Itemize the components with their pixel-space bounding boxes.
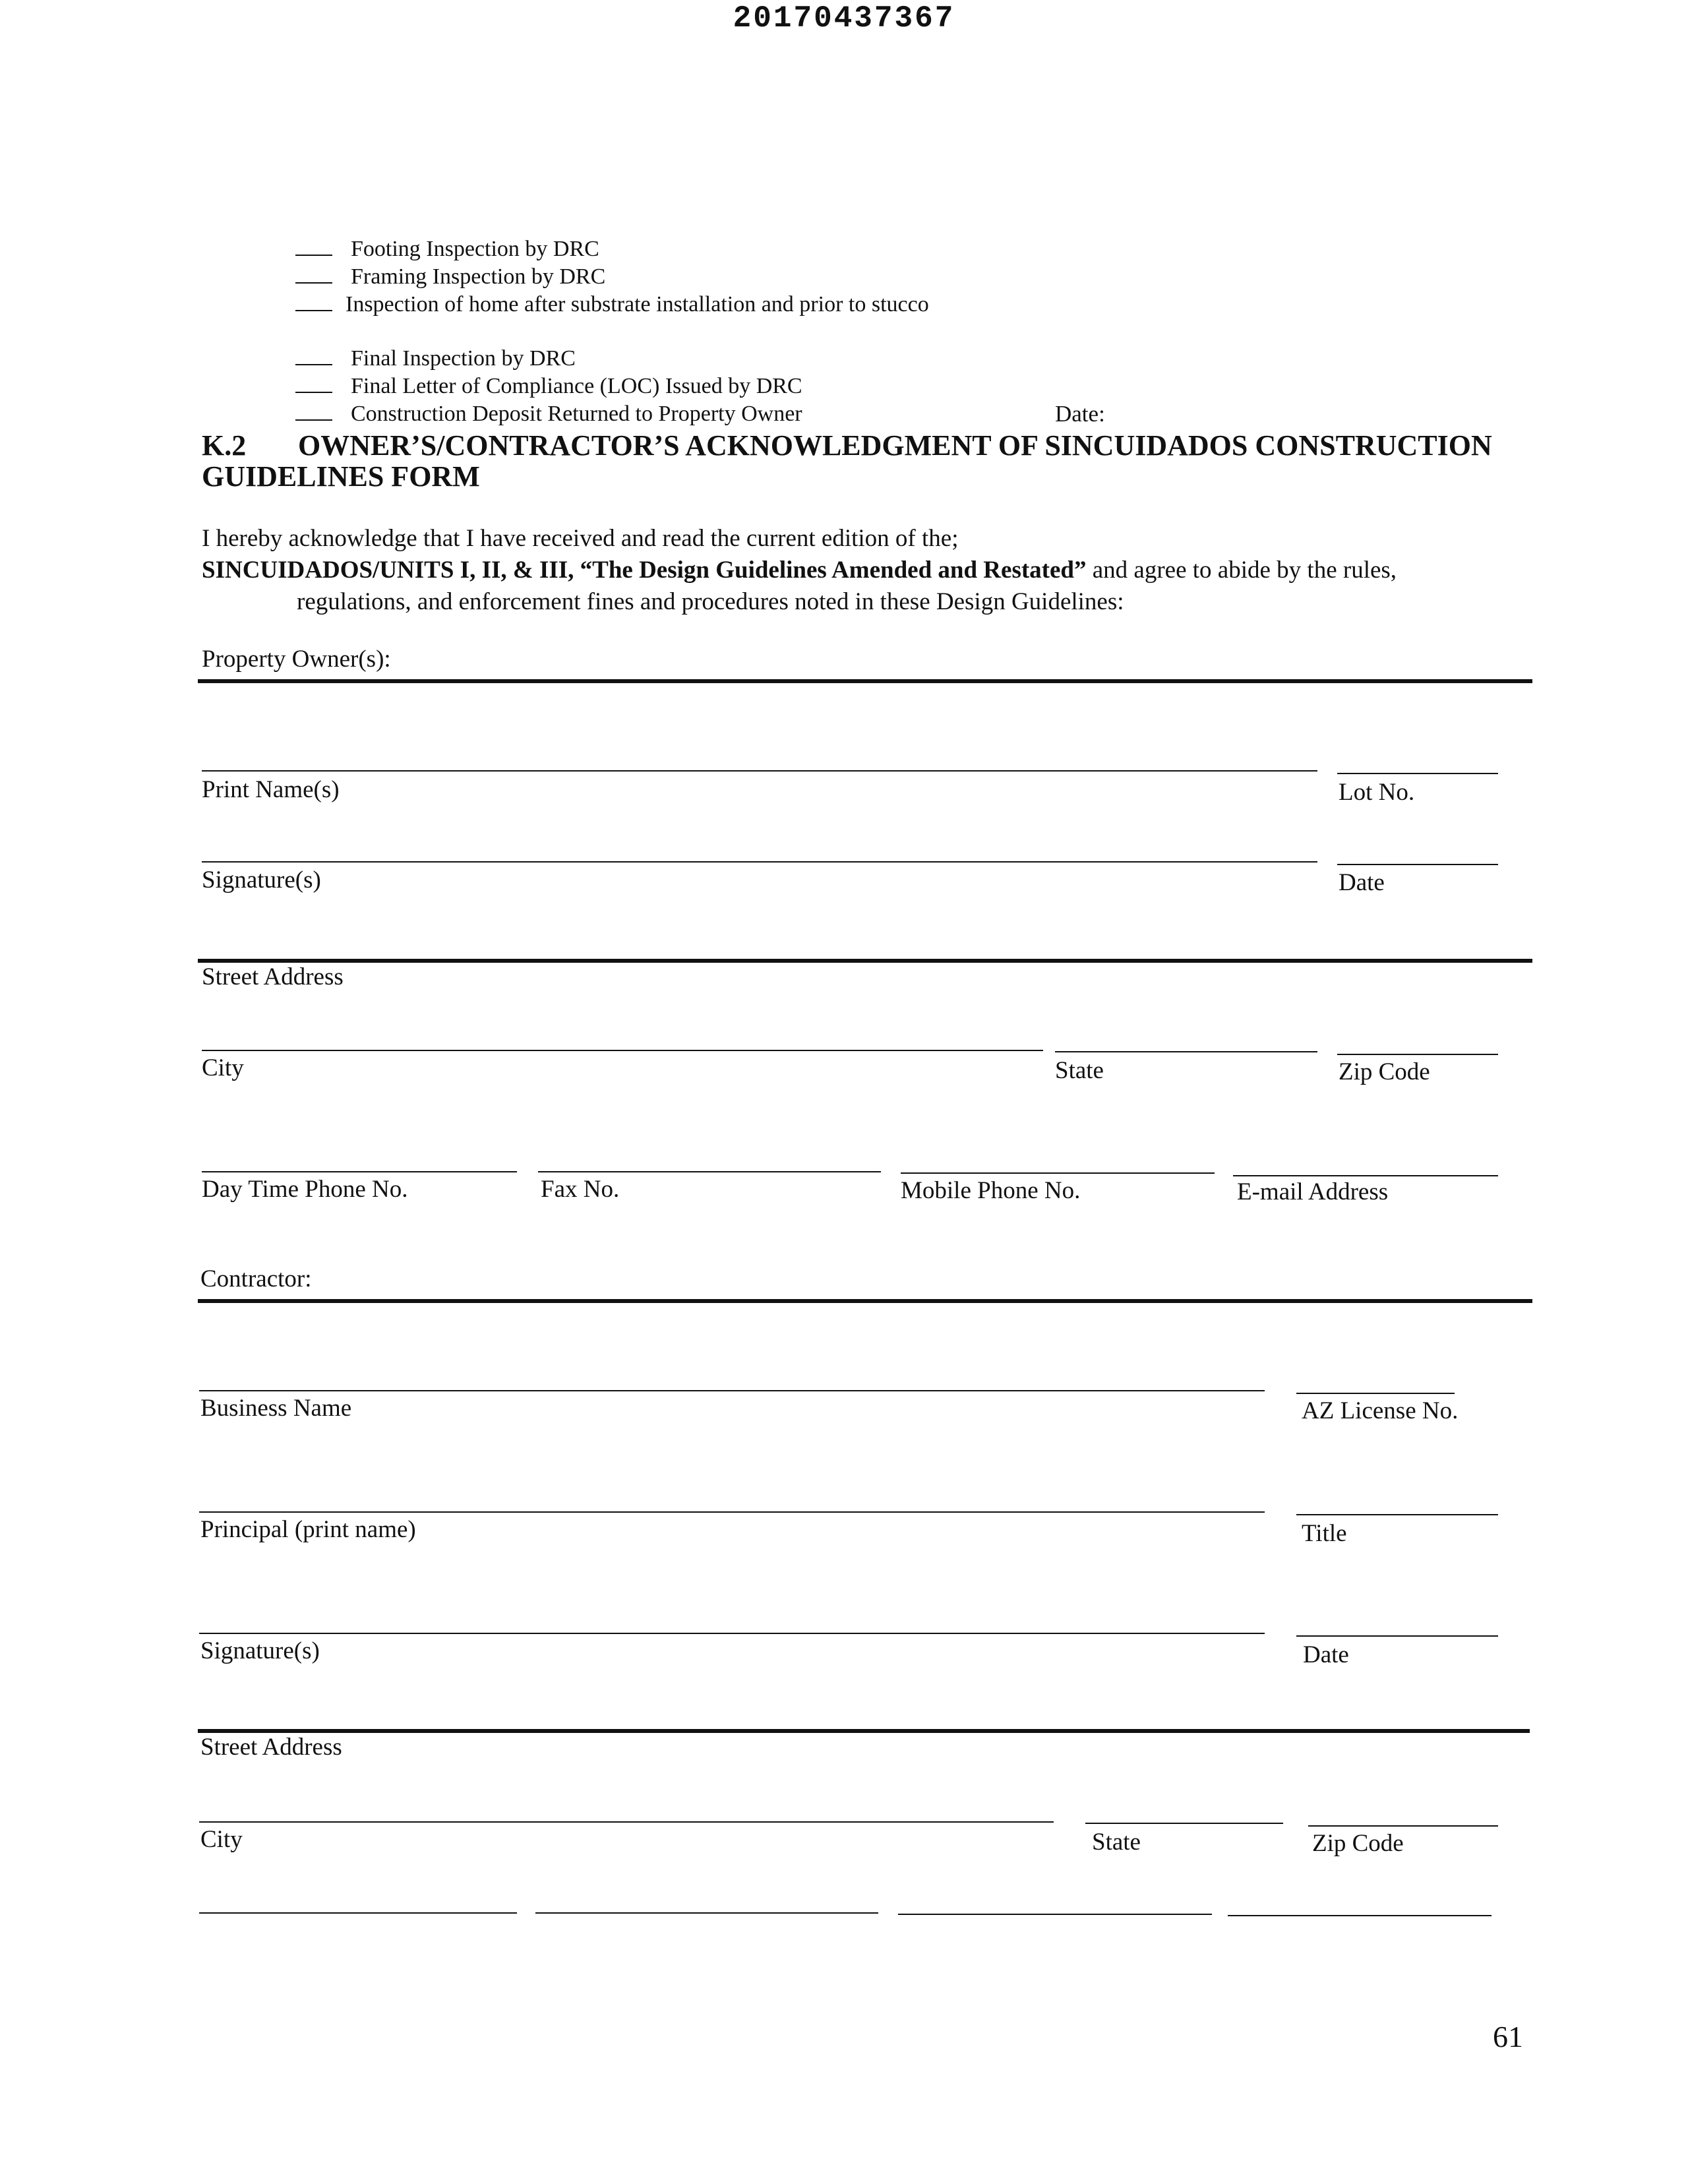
contractor-signature-label: Signature(s) bbox=[200, 1637, 320, 1664]
title-label: Title bbox=[1302, 1520, 1347, 1547]
guidelines-title: SINCUIDADOS/UNITS I, II, & III, “The Design Guidelines Amended and Restated” bbox=[202, 557, 1087, 584]
owner-signature-field[interactable] bbox=[202, 861, 1317, 863]
owner-zip-field[interactable] bbox=[1337, 1054, 1498, 1055]
contractor-section-rule bbox=[198, 1299, 1532, 1303]
ack-line2-rest: and agree to abide by the rules, bbox=[1086, 557, 1397, 584]
ack-line3: regulations, and enforcement fines and procedures noted in these Design Guidelines: bbox=[297, 588, 1124, 615]
contractor-date-label: Date bbox=[1303, 1641, 1349, 1668]
page-number: 61 bbox=[1493, 2020, 1523, 2053]
checkbox-blank[interactable] bbox=[295, 372, 332, 393]
checklist-item: Footing Inspection by DRC bbox=[295, 235, 599, 262]
principal-label: Principal (print name) bbox=[200, 1516, 416, 1543]
day-phone-label: Day Time Phone No. bbox=[202, 1176, 408, 1203]
owner-section-rule bbox=[198, 679, 1532, 683]
document-number: 20170437367 bbox=[733, 1, 955, 36]
owner-signature-label: Signature(s) bbox=[202, 866, 321, 894]
owner-street-rule[interactable] bbox=[198, 959, 1532, 963]
checklist-item: Framing Inspection by DRC bbox=[295, 262, 605, 290]
contractor-city-label: City bbox=[200, 1826, 243, 1853]
owner-heading: Property Owner(s): bbox=[202, 646, 391, 673]
owner-state-field[interactable] bbox=[1055, 1051, 1317, 1052]
ack-line1: I hereby acknowledge that I have received and read the current edition of the; bbox=[202, 525, 959, 552]
contractor-street-address-label: Street Address bbox=[200, 1734, 342, 1761]
contractor-zip-label: Zip Code bbox=[1312, 1830, 1404, 1857]
principal-field[interactable] bbox=[199, 1511, 1265, 1513]
title-field[interactable] bbox=[1296, 1514, 1498, 1515]
business-name-label: Business Name bbox=[200, 1395, 352, 1422]
owner-date-label: Date bbox=[1339, 869, 1385, 896]
ack-line2 bbox=[202, 556, 1397, 584]
mobile-phone-field[interactable] bbox=[901, 1172, 1215, 1174]
print-name-field[interactable] bbox=[202, 770, 1317, 772]
checklist-item: Construction Deposit Returned to Property Owner bbox=[295, 400, 802, 427]
checkbox-blank[interactable] bbox=[295, 262, 332, 284]
contractor-heading: Contractor: bbox=[200, 1265, 312, 1292]
owner-zip-label: Zip Code bbox=[1339, 1058, 1430, 1085]
checkbox-blank[interactable] bbox=[295, 400, 332, 421]
checklist-item: Final Inspection by DRC bbox=[295, 344, 576, 372]
contractor-mobile-field[interactable] bbox=[898, 1914, 1212, 1915]
contractor-state-label: State bbox=[1092, 1829, 1141, 1856]
license-field[interactable] bbox=[1296, 1393, 1455, 1394]
email-label: E-mail Address bbox=[1237, 1178, 1389, 1205]
lot-no-label: Lot No. bbox=[1339, 779, 1415, 806]
day-phone-field[interactable] bbox=[202, 1171, 517, 1172]
contractor-day-phone-field[interactable] bbox=[199, 1912, 517, 1914]
contractor-email-field[interactable] bbox=[1228, 1915, 1492, 1916]
owner-street-address-label: Street Address bbox=[202, 963, 344, 990]
contractor-signature-field[interactable] bbox=[199, 1633, 1265, 1634]
fax-field[interactable] bbox=[538, 1171, 881, 1172]
checkbox-blank[interactable] bbox=[295, 290, 332, 311]
print-name-label: Print Name(s) bbox=[202, 776, 340, 803]
contractor-street-rule[interactable] bbox=[198, 1729, 1530, 1733]
email-field[interactable] bbox=[1233, 1175, 1498, 1176]
lot-no-field[interactable] bbox=[1337, 773, 1498, 774]
contractor-date-field[interactable] bbox=[1296, 1635, 1498, 1637]
owner-state-label: State bbox=[1055, 1057, 1104, 1084]
section-number: K.2 bbox=[202, 429, 247, 462]
license-label: AZ License No. bbox=[1302, 1397, 1459, 1424]
checkbox-blank[interactable] bbox=[295, 235, 332, 256]
checkbox-blank[interactable] bbox=[295, 344, 332, 365]
checklist-item: Final Letter of Compliance (LOC) Issued by DRC bbox=[295, 372, 802, 400]
contractor-state-field[interactable] bbox=[1085, 1823, 1283, 1824]
section-title-line2: GUIDELINES FORM bbox=[202, 460, 480, 493]
owner-date-field[interactable] bbox=[1337, 864, 1498, 865]
contractor-city-field[interactable] bbox=[199, 1821, 1054, 1823]
checklist-item: Inspection of home after substrate installation and prior to stucco bbox=[295, 290, 929, 318]
date-label: Date: bbox=[1055, 401, 1105, 427]
fax-label: Fax No. bbox=[541, 1176, 620, 1203]
owner-city-field[interactable] bbox=[202, 1050, 1043, 1051]
contractor-fax-field[interactable] bbox=[535, 1912, 878, 1914]
business-name-field[interactable] bbox=[199, 1390, 1265, 1391]
mobile-phone-label: Mobile Phone No. bbox=[901, 1177, 1081, 1204]
contractor-zip-field[interactable] bbox=[1308, 1825, 1498, 1827]
section-title-line1: OWNER’S/CONTRACTOR’S ACKNOWLEDGMENT OF SINCUIDADOS CONSTRUCTION bbox=[298, 429, 1492, 462]
owner-city-label: City bbox=[202, 1054, 244, 1081]
